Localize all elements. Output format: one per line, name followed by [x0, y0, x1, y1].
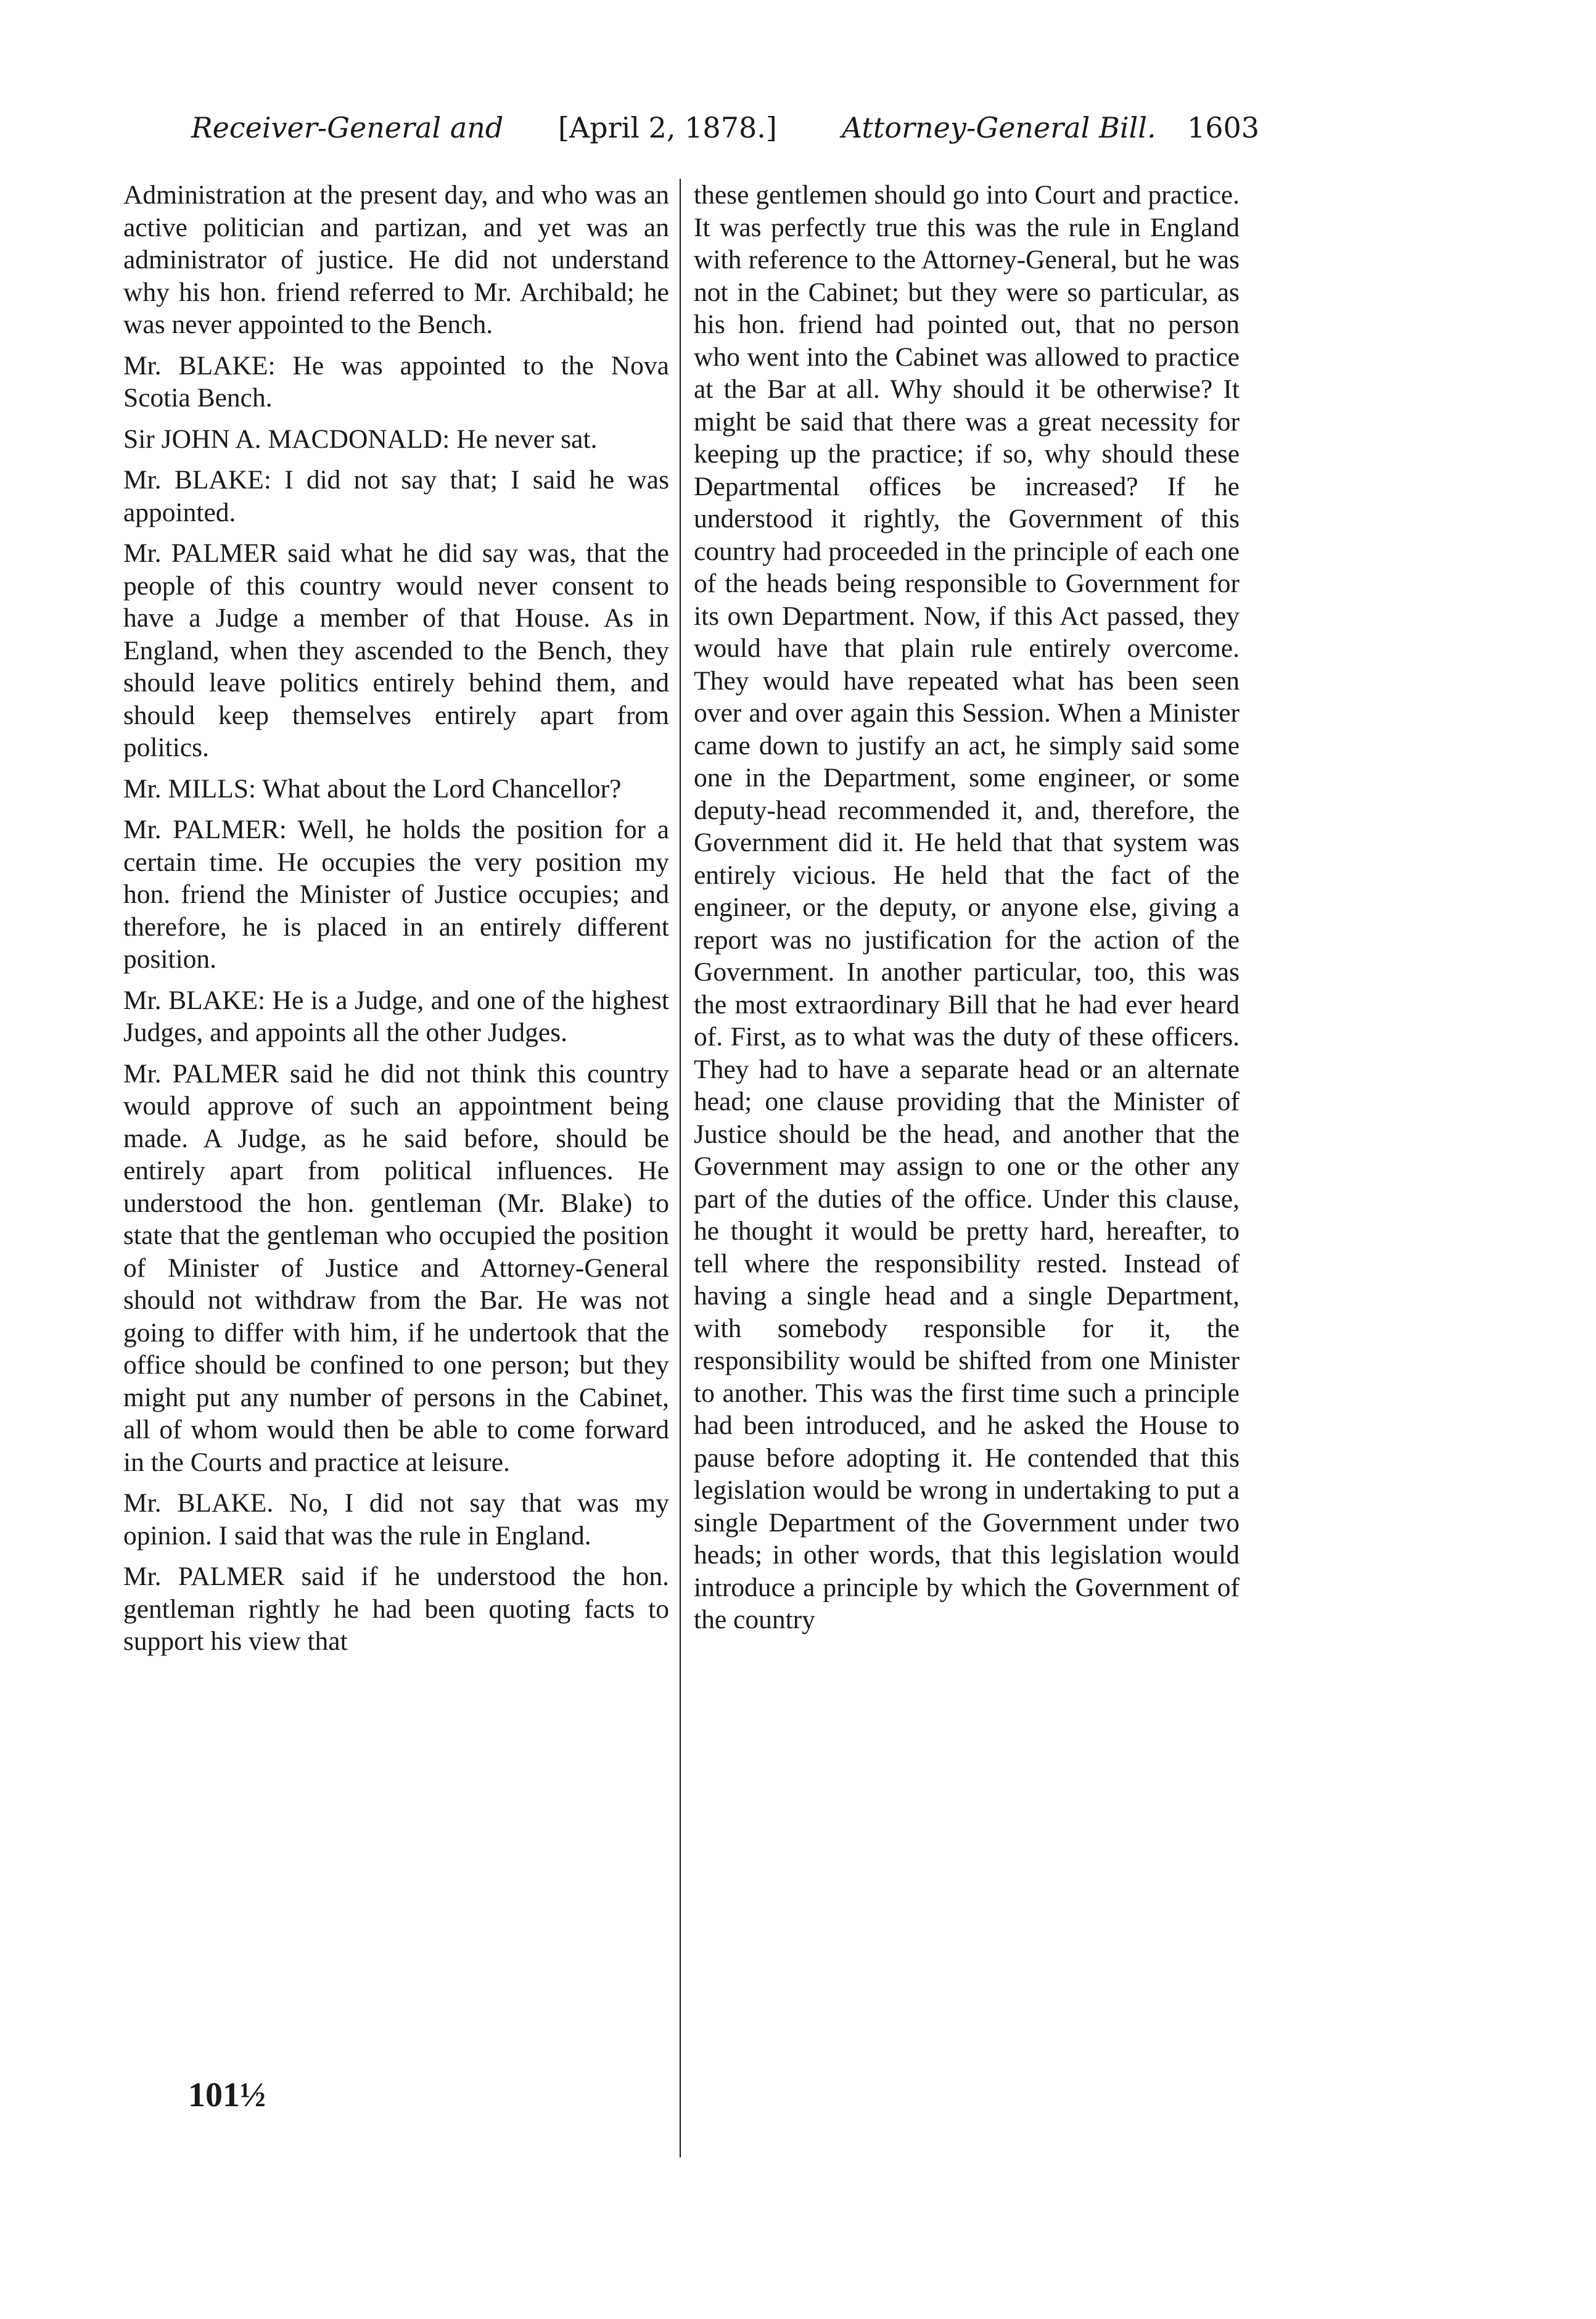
right-column	[694, 179, 1240, 1645]
paragraph: Mr. PALMER said he did not think this country would approve of such an appointment being made. A Judge, as he said before, should be entirely apart from political influences. He understood the hon. gentleman (Mr. Blake) to state that the gentleman who occupied the position of Minister of Justice and Attorney-General should not withdraw from the Bar. He was not going to differ with him, if he undertook that the office should be confined to one person; but they might put any number of persons in the Cabinet, all of whom would then be able to come forward in the Courts and practice at leisure.	[123, 1058, 669, 1477]
paragraph: Mr. BLAKE. No, I did not say that was my opinion. I said that was the rule in England.	[123, 1488, 669, 1551]
left-column	[123, 179, 669, 1666]
header-right-title: Attorney-General Bill.	[842, 111, 1156, 144]
paragraph: Mr. BLAKE: He is a Judge, and one of the highest Judges, and appoints all the other Judges.	[123, 985, 669, 1047]
folio-mark: 101½	[188, 2076, 266, 2114]
paragraph: Mr. PALMER: Well, he holds the position for a certain time. He occupies the very position my hon. friend the Minister of Justice occupies; and therefore, he is placed in an entirely different position.	[123, 815, 669, 974]
paragraph: Mr. MILLS: What about the Lord Chancellor?	[123, 773, 622, 804]
paragraph: Mr. BLAKE: He was appointed to the Nova Scotia Bench.	[123, 350, 669, 413]
running-header	[0, 111, 1596, 160]
paragraph: Administration at the present day, and who was an active politician and partizan, and yet was an administrator of justice. He did not understand why his hon. friend referred to Mr. Archibald; he was never appointed to the Bench.	[123, 180, 669, 339]
paragraph: Mr. BLAKE: I did not say that; I said he was appointed.	[123, 465, 669, 527]
header-date: [April 2, 1878.]	[558, 111, 777, 144]
column-divider	[680, 179, 681, 2157]
paragraph: Sir JOHN A. MACDONALD: He never sat.	[123, 424, 598, 454]
paragraph: Mr. PALMER said if he understood the hon. gentleman rightly he had been quoting facts to support his view that	[123, 1562, 669, 1656]
paragraph: Mr. PALMER said what he did say was, that the people of this country would never consent to have a Judge a member of that House. As in England, when they ascended to the Bench, they should leave politics entirely behind them, and should keep themselves entirely apart from politics.	[123, 538, 669, 762]
header-left-title: Receiver-General and	[191, 111, 504, 144]
page-number: 1603	[1187, 111, 1260, 144]
paragraph: these gentlemen should go into Court and practice. It was perfectly true this was the rule in England with reference to the Attorney-General, but he was not in the Cabinet; but they were so particular, as his hon. friend had pointed out, that no person who went into the Cabinet was allowed to practice at the Bar at all. Why should it be otherwise? It might be said that there was a great necessity for keeping up the practice; if so, why should these Departmental offices be increased? If he understood it rightly, the Government of this country had proceeded in the principle of each one of the heads being responsible to Government for its own Department. Now, if this Act passed, they would have that plain rule entirely overcome. They would have repeated what has been seen over and over again this Session. When a Minister came down to justify an act, he simply said some one in the Department, some engineer, or some deputy-head recommended it, and, therefore, the Government did it. He held that that system was entirely vicious. He held that the fact of the engineer, or the deputy, or anyone else, giving a report was no justification for the action of the Government. In another particular, too, this was the most extraordinary Bill that he had ever heard of. First, as to what was the duty of these officers. They had to have a separate head or an alternate head; one clause providing that the Minister of Justice should be the head, and another that the Government may assign to one or the other any part of the duties of the office. Under this clause, he thought it would be pretty hard, hereafter, to tell where the responsibility rested. Instead of having a single head and a single Department, with somebody responsible for it, the responsibility would be shifted from one Minister to another. This was the first time such a principle had been introduced, and he asked the House to pause before adopting it. He contended that this legislation would be wrong in undertaking to put a single Department of the Government under two heads; in other words, that this legislation would introduce a principle by which the Government of the country	[694, 180, 1240, 1634]
